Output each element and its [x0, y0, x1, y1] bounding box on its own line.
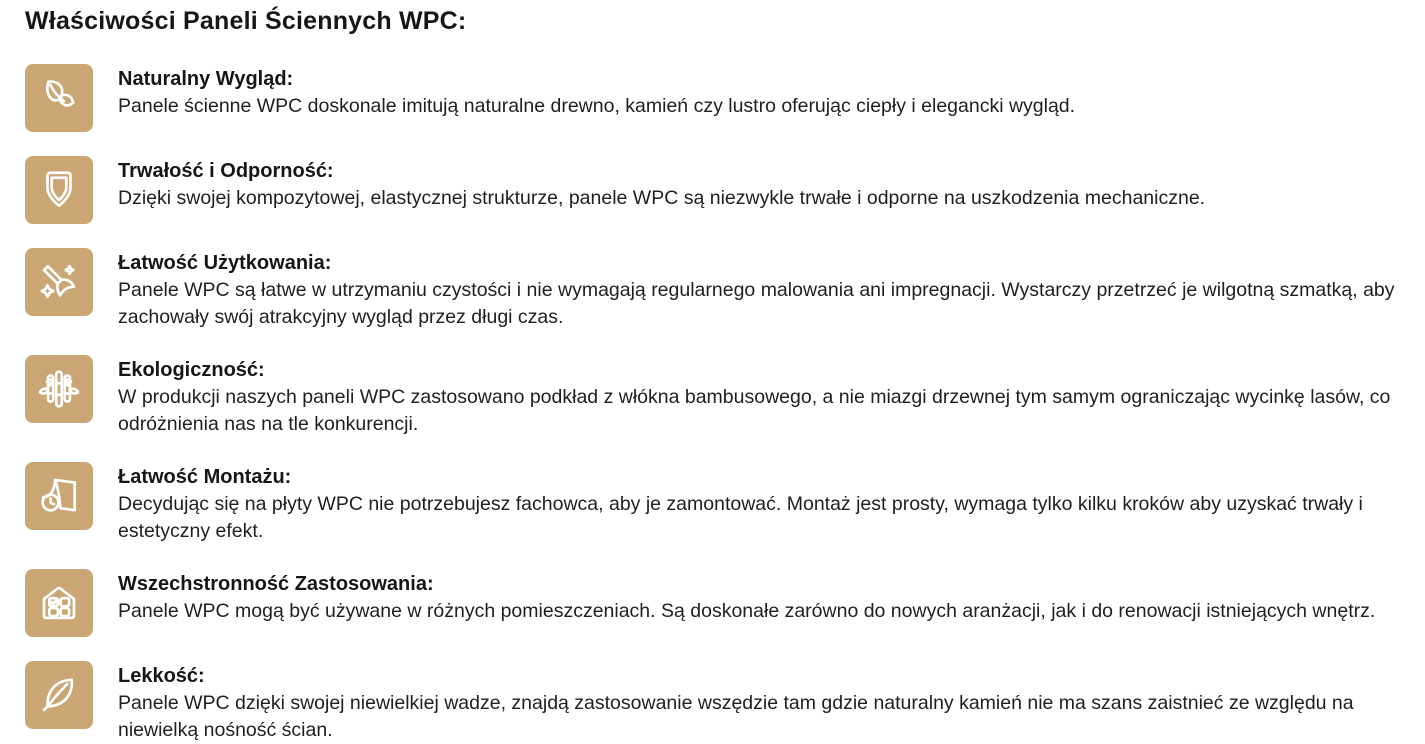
feature-text [118, 248, 1395, 331]
feature-list [25, 64, 1395, 744]
leaf-icon [36, 75, 82, 121]
feature-text [118, 156, 1205, 212]
feature-description: Panele ścienne WPC doskonale imitują naturalne drewno, kamień czy lustro oferując ciepły i elegancki wygląd. [118, 95, 1076, 117]
feature-description: Dzięki swojej kompozytowej, elastycznej strukturze, panele WPC są niezwykle trwałe i odporne na uszkodzenia mechaniczne. [118, 187, 1206, 209]
feature-row [25, 661, 1395, 744]
feature-icon-box [25, 661, 93, 729]
feature-row [25, 462, 1395, 545]
feature-text [118, 661, 1395, 744]
feature-icon-box [25, 156, 93, 224]
feature-row [25, 355, 1395, 438]
feature-heading: Łatwość Montażu: [118, 466, 292, 488]
feature-row [25, 248, 1395, 331]
feature-description: Panele WPC mogą być używane w różnych pomieszczeniach. Są doskonałe zarówno do nowych aranżacji, jak i do renowacji istniejących wnętrz. [118, 600, 1376, 622]
feature-heading: Wszechstronność Zastosowania: [118, 573, 434, 595]
feather-icon [36, 672, 82, 718]
feature-text [118, 569, 1375, 625]
feature-description: Panele WPC są łatwe w utrzymaniu czystości i nie wymagają regularnego malowania ani impregnacji. Wystarczy przetrzeć je wilgotną szmatką, aby zachowały swój atrakcyjny wygląd przez długi czas. [118, 279, 1395, 328]
feature-text [118, 355, 1395, 438]
feature-row [25, 64, 1395, 132]
shield-icon [36, 167, 82, 213]
quick-install-clock-icon [36, 473, 82, 519]
feature-description: W produkcji naszych paneli WPC zastosowano podkład z włókna bambusowego, a nie miazgi drzewnej tym samym ograniczając wycinkę lasów, co odróżnienia nas na tle konkurencji. [118, 386, 1391, 435]
page-title: Właściwości Paneli Ściennych WPC: [25, 7, 467, 35]
feature-icon-box [25, 248, 93, 316]
feature-heading: Ekologiczność: [118, 359, 265, 381]
feature-description: Panele WPC dzięki swojej niewielkiej wadze, znajdą zastosowanie wszędzie tam gdzie naturalny kamień nie ma szans zaistnieć ze względu na niewielką nośność ścian. [118, 692, 1354, 741]
feature-icon-box [25, 64, 93, 132]
feature-description: Decydując się na płyty WPC nie potrzebujesz fachowca, aby je zamontować. Montaż jest prosty, wymaga tylko kilku kroków aby uzyskać trwały i estetyczny efekt. [118, 493, 1363, 542]
feature-heading: Trwałość i Odporność: [118, 160, 334, 182]
bamboo-icon [36, 366, 82, 412]
feature-icon-box [25, 462, 93, 530]
cleaning-brush-icon [36, 259, 82, 305]
feature-row [25, 569, 1395, 637]
feature-row [25, 156, 1395, 224]
house-panels-icon [36, 580, 82, 626]
feature-icon-box [25, 569, 93, 637]
feature-heading: Naturalny Wygląd: [118, 68, 294, 90]
feature-heading: Łatwość Użytkowania: [118, 252, 332, 274]
feature-icon-box [25, 355, 93, 423]
feature-text [118, 462, 1395, 545]
feature-text [118, 64, 1075, 120]
feature-heading: Lekkość: [118, 665, 205, 687]
